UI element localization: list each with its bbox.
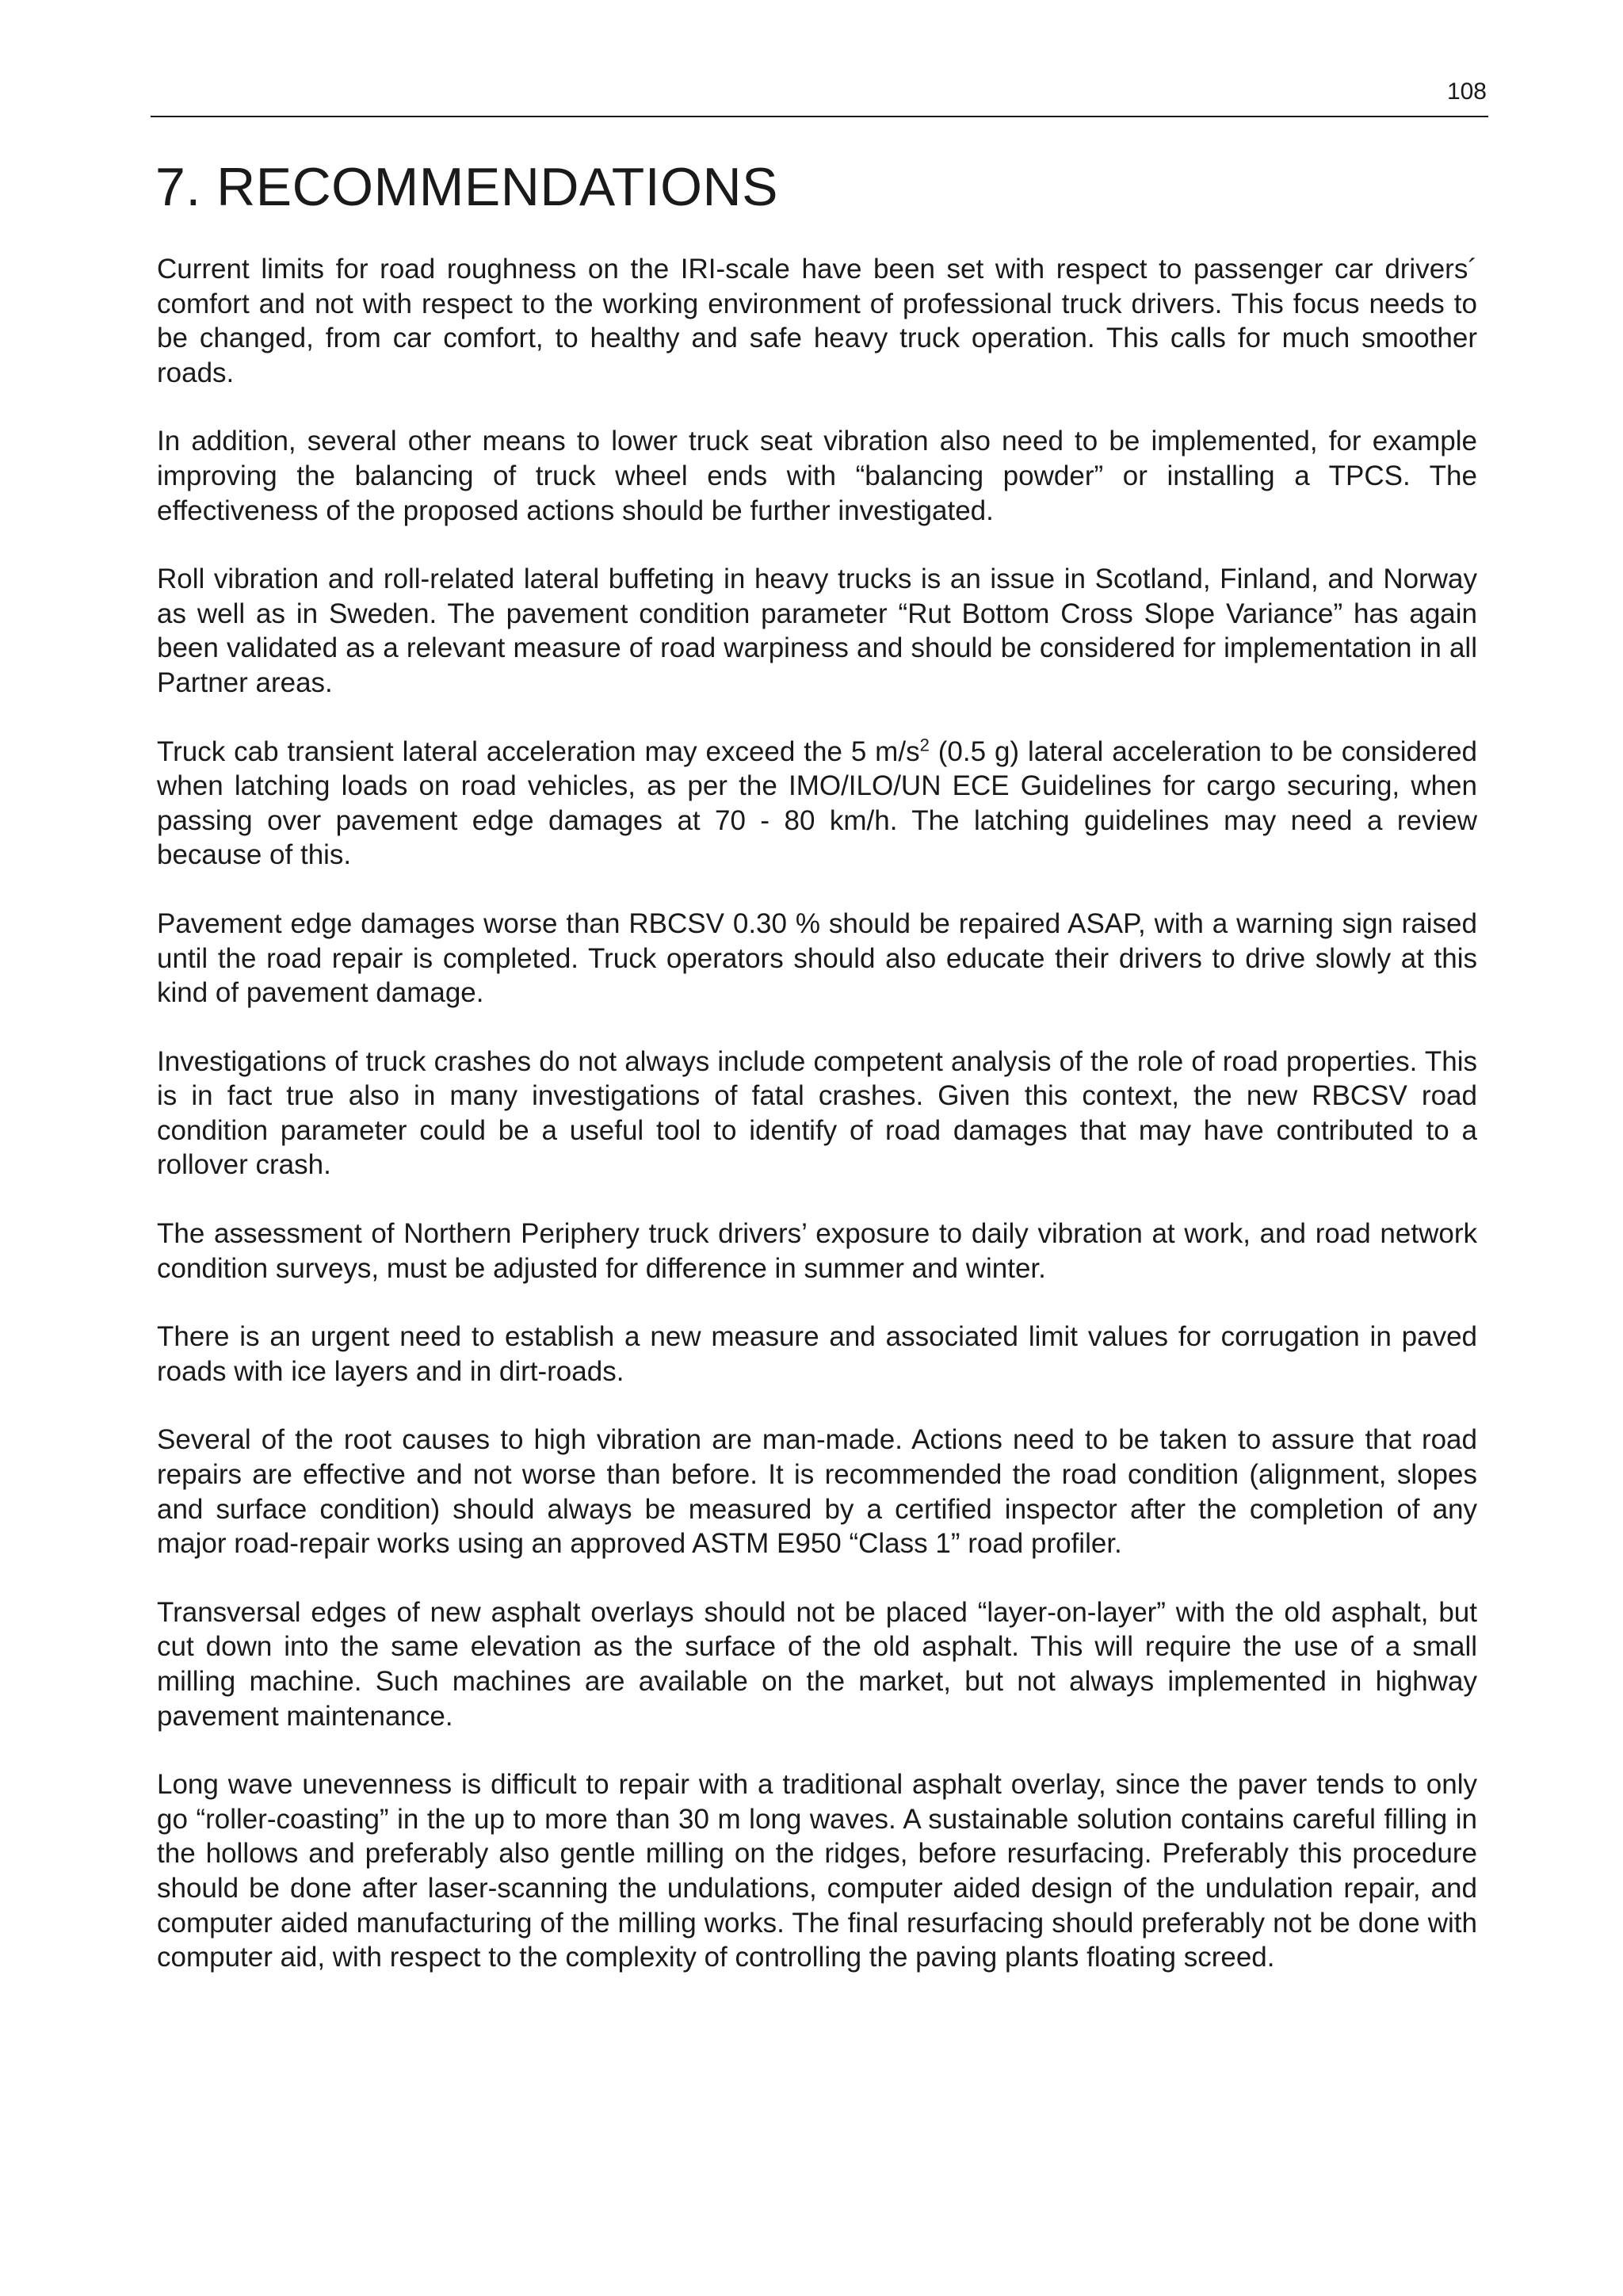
superscript-exponent: 2 (919, 734, 930, 755)
paragraph-road-roughness: Current limits for road roughness on the IRI-scale have been set with respect to passenger car drivers´ comfort and not with respect to the working environment of professional truck drivers. This focus needs to be changed, from car comfort, to healthy and safe heavy truck operation. This calls for much smoother roads. (157, 254, 1477, 388)
paragraph-seat-vibration: In addition, several other means to lower truck seat vibration also need to be implemented, for example improving the balancing of truck wheel ends with “balancing powder” or installing a TPCS. The effectiveness of the proposed actions should be further investigated. (157, 426, 1477, 526)
paragraph-roll-vibration: Roll vibration and roll-related lateral buffeting in heavy trucks is an issue in Scotland, Finland, and Norway as well as in Sweden. The pavement condition parameter “Rut Bottom Cross Slope Variance” has again been validated as a relevant measure of road warpiness and should be considered for implementation in all Partner areas. (157, 563, 1477, 698)
paragraph-edge-damages: Pavement edge damages worse than RBCSV 0.30 % should be repaired ASAP, with a warning sign raised until the road repair is completed. Truck operators should also educate their drivers to drive slowly at this kind of pavement damage. (157, 907, 1477, 1009)
paragraph-crash-investigations: Investigations of truck crashes do not always include competent analysis of the role of road properties. This is in fact true also in many investigations of fatal crashes. Given this context, the new RBCSV road condition parameter could be a useful tool to identify of road damages that may have contributed to a rollover crash. (157, 1045, 1477, 1181)
paragraph-lateral-acceleration-text-start: Truck cab transient lateral acceleration may exceed the 5 m/s (157, 735, 920, 767)
section-body (157, 252, 1477, 2009)
paragraph-lateral-acceleration (157, 735, 1477, 873)
paragraph-seasonal-assessment: The assessment of Northern Periphery truck drivers’ exposure to daily vibration at work, and road network condition surveys, must be adjusted for difference in summer and winter. (157, 1218, 1477, 1284)
paragraph-long-wave-unevenness: Long wave unevenness is difficult to repair with a traditional asphalt overlay, since the paver tends to only go “roller-coasting” in the up to more than 30 m long waves. A sustainable solution contains careful filling in the hollows and preferably also gentle milling on the ridges, before resurfacing. Preferably this procedure should be done after laser-scanning the undulations, computer aided design of the undulation repair, and computer aided manufacturing of the milling works. The final resurfacing should preferably not be done with computer aid, with respect to the complexity of controlling the paving plants floating screed. (157, 1769, 1477, 1973)
paragraph-lateral-acceleration-text-end: (0.5 g) lateral acceleration to be considered when latching loads on road vehicles, as per the IMO/ILO/UN ECE Guidelines for cargo securing, when passing over pavement edge damages at 70 - 80 km/h. The latching guidelines may need a review because of this. (157, 735, 1477, 871)
paragraph-asphalt-overlays: Transversal edges of new asphalt overlays should not be placed “layer-on-layer” with the old asphalt, but cut down into the same elevation as the surface of the old asphalt. This will require the use of a small milling machine. Such machines are available on the market, but not always implemented in highway pavement maintenance. (157, 1596, 1477, 1732)
paragraph-corrugation-measure: There is an urgent need to establish a new measure and associated limit values for corrugation in paved roads with ice layers and in dirt-roads. (157, 1321, 1477, 1387)
page-number: 108 (1446, 78, 1487, 105)
section-title: 7. RECOMMENDATIONS (155, 157, 779, 217)
header-divider (151, 116, 1488, 117)
paragraph-root-causes: Several of the root causes to high vibration are man-made. Actions need to be taken to assure that road repairs are effective and not worse than before. It is recommended the road condition (alignment, slopes and surface condition) should always be measured by a certified inspector after the completion of any major road-repair works using an approved ASTM E950 “Class 1” road profiler. (157, 1424, 1477, 1560)
